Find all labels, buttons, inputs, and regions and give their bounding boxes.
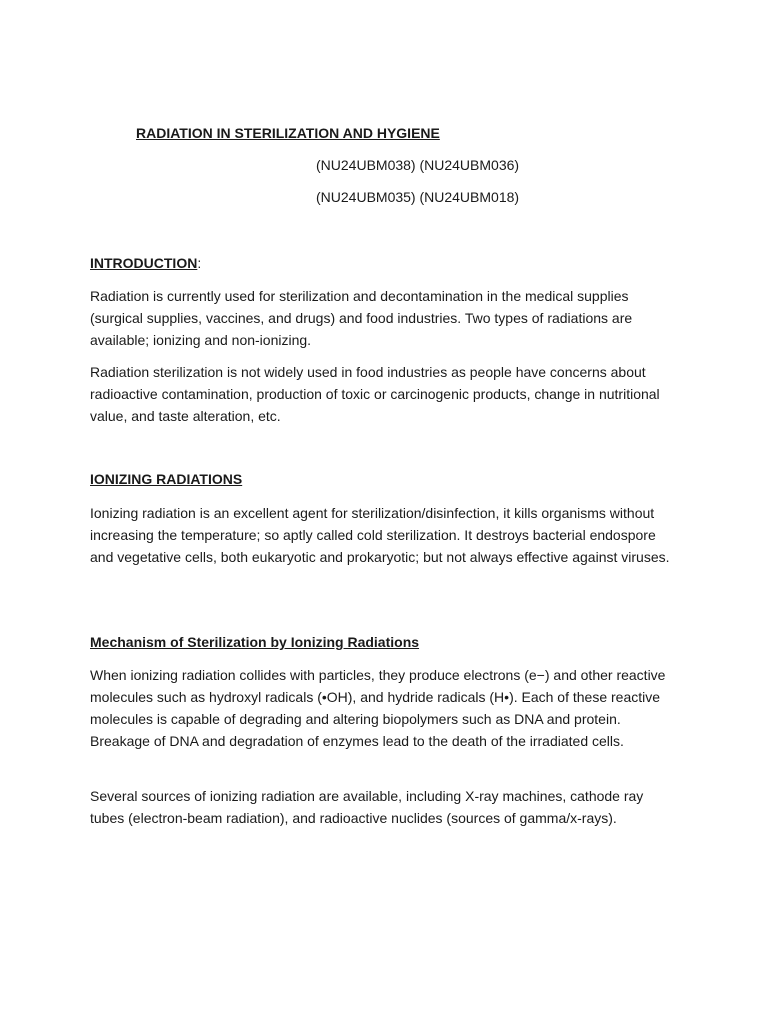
- document-title: RADIATION IN STERILIZATION AND HYGIENE: [136, 125, 440, 141]
- ionizing-radiations-paragraph: Ionizing radiation is an excellent agent for sterilization/disinfection, it kills organisms without increasing the temperature; so aptly called cold sterilization. It destroys bacterial endospore and vegetative cells, both eukaryotic and prokaryotic; but not always effective against viruses.: [90, 505, 670, 565]
- ionizing-radiations-heading-text: IONIZING RADIATIONS: [90, 471, 243, 487]
- mechanism-paragraph-1: When ionizing radiation collides with particles, they produce electrons (e−) and other reactive molecules such as hydroxyl radicals (•OH), and hydride radicals (H•). Each of these reactive molecules is capable of degrading and altering biopolymers such as DNA and protein. Breakage of DNA and degradation of enzymes lead to the death of the irradiated cells.: [90, 667, 666, 749]
- mechanism-heading: [90, 634, 675, 650]
- ionizing-radiations-heading: [90, 471, 675, 487]
- introduction-paragraph-2: Radiation sterilization is not widely used in food industries as people have concerns about radioactive contamination, production of toxic or carcinogenic products, change in nutritional value, and taste alteration, etc.: [90, 364, 660, 424]
- mechanism-paragraph-2: Several sources of ionizing radiation are available, including X-ray machines, cathode ray tubes (electron-beam radiation), and radioactive nuclides (sources of gamma/x-rays).: [90, 788, 644, 826]
- student-ids-line-1: (NU24UBM038) (NU24UBM036): [316, 157, 520, 173]
- introduction-heading-text: INTRODUCTION: [90, 255, 198, 271]
- mechanism-heading-text: Mechanism of Sterilization by Ionizing Radiations: [90, 634, 420, 650]
- introduction-heading-colon: :: [197, 255, 202, 271]
- introduction-heading: [90, 255, 675, 271]
- introduction-paragraph-1: Radiation is currently used for sterilization and decontamination in the medical supplies (surgical supplies, vaccines, and drugs) and food industries. Two types of radiations are available; ionizing and non-ionizing.: [90, 288, 633, 348]
- student-ids-line-2: (NU24UBM035) (NU24UBM018): [316, 189, 520, 205]
